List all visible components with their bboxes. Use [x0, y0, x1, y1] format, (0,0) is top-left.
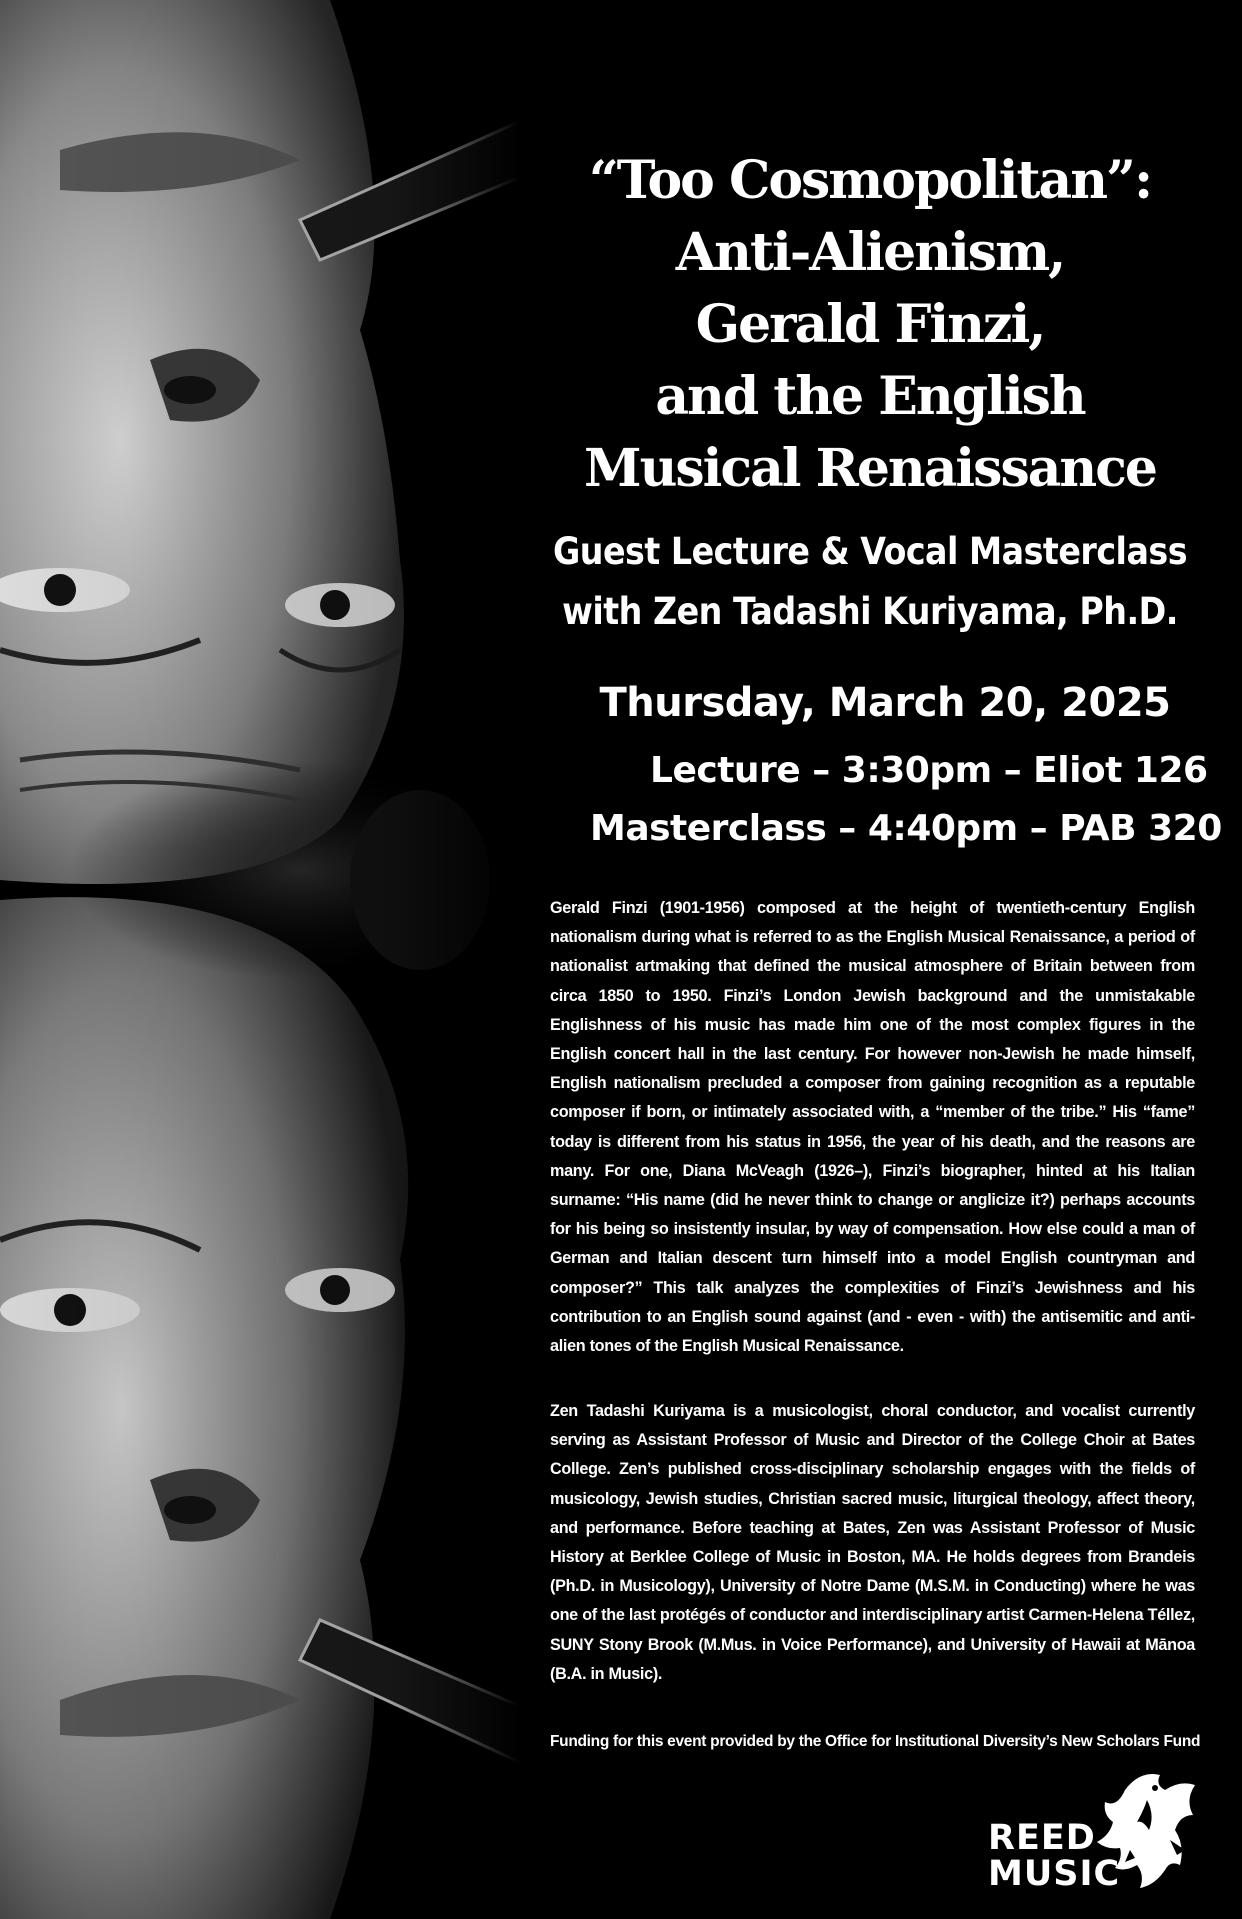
title-line-5: Musical Renaissance [584, 438, 1156, 499]
content-column [530, 0, 1222, 1919]
title-line-1: “Too Cosmopolitan”: [588, 150, 1152, 211]
title-line-3: Gerald Finzi, [695, 294, 1045, 355]
funding-note: Funding for this event provided by the Office for Institutional Diversity’s New Scholars Fund [550, 1733, 1201, 1750]
abstract-paragraph: Gerald Finzi (1901-1956) composed at the height of twentieth-century English nationalism during what is referred to as the English Musical Renaissance, a period of nationalist artmaking that defined the musical atmosphere of Britain between from circa 1850 to 1950. Finzi’s London Jewish background and the unmistakable Englishness of his music has made him one of the most complex figures in the English concert hall in the last century. For however non-Jewish he made himself, English nationalism precluded a composer from gaining recognition as a reputable composer if born, or intimately associated with, a “member of the tribe.” His “fame” today is different from his status in 1956, the year of his death, and the reasons are many. For one, Diana McVeagh (1926–), Finzi’s biographer, hinted at his Italian surname: “His name (did he never think to change or anglicize it?) perhaps accounts for his being so insistently insular, by way of compensation. How else could a man of German and Italian descent turn himself into a model English countryman and composer?” This talk analyzes the complexities of Finzi’s Jewishness and his contribution to an English sound against (and - even - with) the antisemitic and anti-alien tones of the English Musical Renaissance. [550, 899, 1195, 1356]
title-line-4: and the English [655, 366, 1085, 427]
title-line-2: Anti-Alienism, [675, 222, 1065, 283]
griffin-icon [1085, 1760, 1205, 1900]
masterclass-time: Masterclass – 4:40pm – PAB 320 [590, 808, 1222, 849]
logo-line-2: MUSIC [988, 1854, 1121, 1894]
lecture-time: Lecture – 3:30pm – Eliot 126 [650, 750, 1208, 791]
event-date: Thursday, March 20, 2025 [599, 680, 1171, 726]
portrait-photo [0, 0, 520, 1919]
logo-line-1: REED [988, 1818, 1096, 1858]
subtitle-line-2: with Zen Tadashi Kuriyama, Ph.D. [562, 590, 1178, 633]
bio-paragraph: Zen Tadashi Kuriyama is a musicologist, choral conductor, and vocalist currently serving as Assistant Professor of Music and Director of the College Choir at Bates College. Zen’s published cross-disciplinary scholarship engages with the fields of musicology, Jewish studies, Christian sacred music, liturgical theology, affect theory, and performance. Before teaching at Bates, Zen was Assistant Professor of Music History at Berklee College of Music in Boston, MA. He holds degrees from Brandeis (Ph.D. in Musicology), University of Notre Dame (M.S.M. in Conducting) where he was one of the last protégés of conductor and interdisciplinary artist Carmen-Helena Téllez, SUNY Stony Brook (M.Mus. in Voice Performance), and University of Hawaii at Mānoa (B.A. in Music). [550, 1402, 1195, 1683]
subtitle-line-1: Guest Lecture & Vocal Masterclass [552, 530, 1188, 573]
